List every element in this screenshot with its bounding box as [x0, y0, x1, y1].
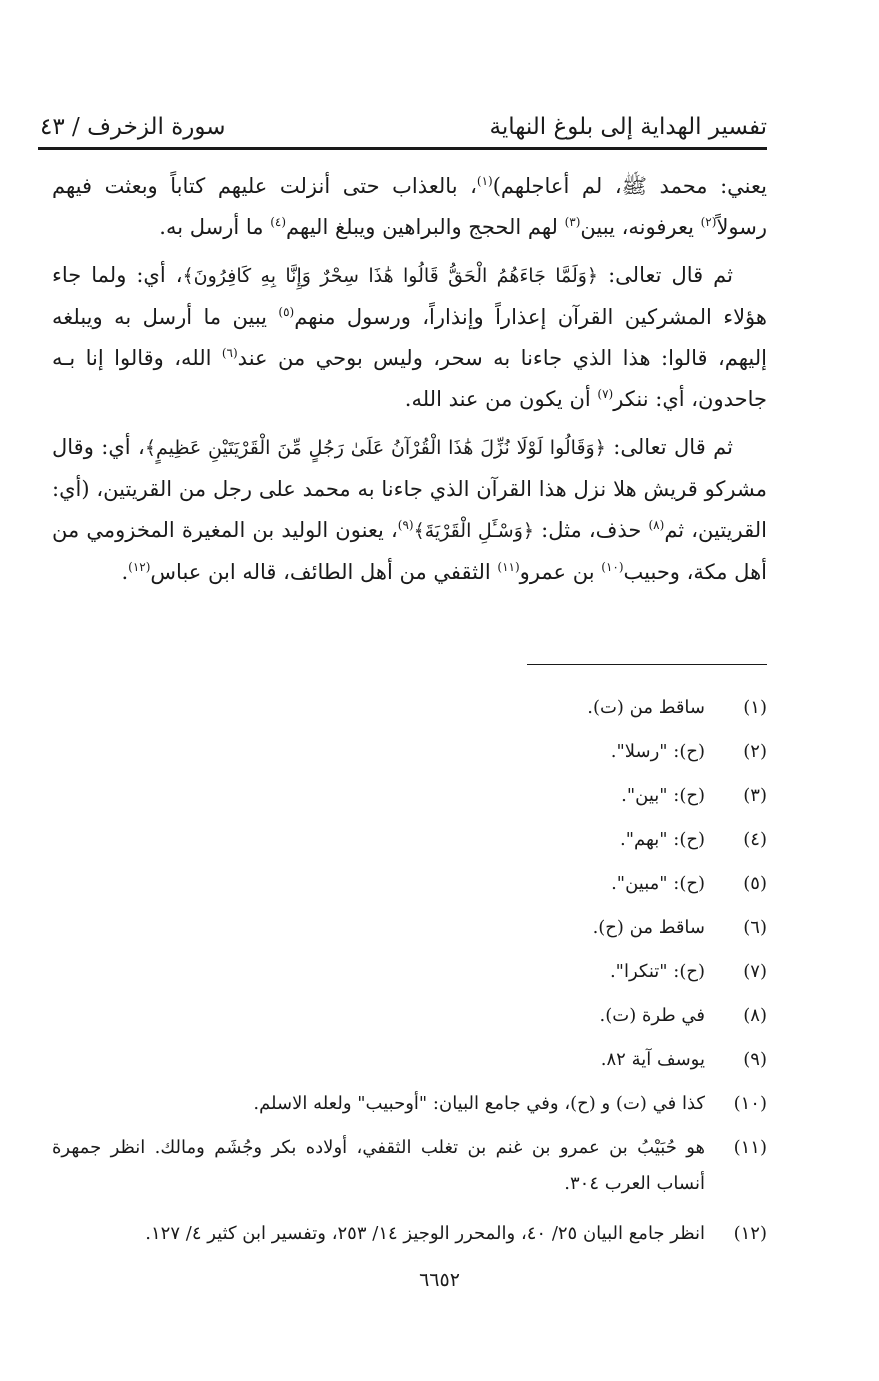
text-run: حذف، مثل:: [534, 518, 649, 542]
surah-page-label: سورة الزخرف / ٤٣: [40, 114, 226, 140]
footnote-number: (١٢): [733, 1223, 767, 1244]
text-run: ، أي: ولما جاء هؤلاء المشركين القرآن إعذاراً وإنذاراً، ورسول منهم: [52, 263, 767, 329]
footnote-ref: (٩): [397, 518, 414, 532]
text-run: .: [121, 560, 129, 584]
footnote-text: (ح): "بين".: [621, 785, 705, 806]
footnote-item: [52, 954, 767, 998]
text-run: الثقفي من أهل الطائف، قاله ابن عباس: [150, 560, 498, 584]
footnote-number: (٧): [743, 961, 767, 982]
footnote-number: (٩): [743, 1049, 767, 1070]
text-run: يعرفونه، يبين: [580, 215, 701, 239]
text-run: لهم الحجج والبراهين ويبلغ اليهم: [286, 215, 565, 239]
footnotes: [52, 690, 767, 1260]
footnote-text: انظر جامع البيان ٢٥/ ٤٠، والمحرر الوجيز ١٤/ ٢٥٣، وتفسير ابن كثير ٤/ ١٢٧.: [145, 1223, 705, 1244]
footnote-text: ساقط من (ت).: [587, 697, 705, 718]
text-run: ، يعنون الوليد بن المغيرة المخزومي من أهل مكة، وحبيب: [52, 518, 767, 584]
footnote-text: يوسف آية ٨٢.: [600, 1049, 705, 1070]
text-run: الله، وقالوا إنا بـه جاحدون، أي: ننكر: [52, 346, 767, 411]
footnote-ref: (١١): [497, 560, 520, 574]
footnote-item: [52, 734, 767, 778]
footnote-text: (ح): "تنكرا".: [609, 961, 705, 982]
main-text: [52, 166, 767, 600]
footnote-ref: (٣): [564, 215, 581, 229]
footnote-ref: (٤): [270, 215, 287, 229]
footnote-item: [52, 1216, 767, 1260]
text-run: ثم قال تعالى:: [598, 263, 733, 287]
footnote-text: (ح): "رسلا".: [610, 741, 705, 762]
text-run: ما أرسل به.: [159, 215, 271, 239]
footnote-number: (٣): [743, 785, 767, 806]
footnote-number: (١): [743, 697, 767, 718]
footnote-number: (٢): [743, 741, 767, 762]
paragraph-1: [52, 166, 767, 248]
paragraph-2: [52, 255, 767, 420]
footnote-number: (١٠): [733, 1093, 767, 1114]
footnote-item: [52, 1086, 767, 1130]
page-number: ٦٦٥٢: [419, 1269, 460, 1291]
text-run: يعني: محمد ﷺ، لم أعاجلهم): [492, 174, 767, 198]
footnote-item: [52, 998, 767, 1042]
text-run: بن عمرو: [519, 560, 602, 584]
running-header: [40, 104, 767, 140]
footnote-ref: (٦): [221, 346, 238, 360]
footnote-text: هو حُبَيْبُ بن عمرو بن غنم بن تغلب الثقفي، أولاده بكر وجُشَم ومالك. انظر جمهرة أنساب العرب ٣٠٤.: [52, 1137, 705, 1194]
footnote-number: (٨): [743, 1005, 767, 1026]
quran-verse: ﴿وَقَالُوا لَوْلَا نُزِّلَ هَٰذَا الْقُرْآنُ عَلَىٰ رَجُلٍ مِّنَ الْقَرْيَتَيْنِ عَظِيمٍ﴾: [144, 437, 606, 459]
footnote-ref: (١٢): [128, 560, 151, 574]
book-title: تفسير الهداية إلى بلوغ النهاية: [489, 114, 767, 140]
footnote-ref: (٥): [278, 305, 295, 319]
footnote-text: (ح): "بهم".: [619, 829, 705, 850]
footnote-item: [52, 822, 767, 866]
footnote-item: [52, 778, 767, 822]
header-rule: [38, 147, 767, 150]
footnote-number: (٥): [743, 873, 767, 894]
footnote-ref: (٢): [700, 215, 717, 229]
quran-verse: ﴿وَلَمَّا جَاءَهُمُ الْحَقُّ قَالُوا هَٰذَا سِحْرٌ وَإِنَّا بِهِ كَافِرُونَ﴾: [182, 265, 599, 287]
footnote-item: [52, 866, 767, 910]
footnote-separator: [527, 664, 767, 665]
footnote-ref: (١): [476, 174, 493, 188]
paragraph-3: [52, 427, 767, 593]
footnote-ref: (٧): [597, 387, 614, 401]
footnote-number: (٤): [743, 829, 767, 850]
footnote-text: ساقط من (ح).: [592, 917, 705, 938]
footnote-item: [52, 1130, 767, 1216]
footnote-ref: (٨): [648, 518, 665, 532]
footnote-item: [52, 690, 767, 734]
footnote-ref: (١٠): [601, 560, 624, 574]
footnote-number: (٦): [743, 917, 767, 938]
text-run: أن يكون من عند الله.: [404, 387, 598, 411]
footnote-text: في طرة (ت).: [599, 1005, 705, 1026]
footnote-number: (١١): [733, 1137, 767, 1158]
text-run: ، بالعذاب حتى أنزلت عليهم كتاباً وبعثت فيهم رسولاً: [52, 174, 767, 239]
text-run: ثم قال تعالى:: [605, 435, 733, 459]
text-run: يبين ما أرسل به ويبلغه إليهم، قالوا: هذا الذي جاءنا به سحر، وليس بوحي من عند: [52, 305, 768, 370]
text-run: ، أي: وقال مشركو قريش هلا نزل هذا القرآن الذي جاءنا به محمد على رجل من القريتين، (أي: القريتين، ثم: [52, 435, 767, 542]
footnote-text: كذا في (ت) و (ح)، وفي جامع البيان: "أوحبيب" ولعله الاسلم.: [253, 1093, 705, 1114]
footnote-text: (ح): "مبين".: [611, 873, 705, 894]
footnote-item: [52, 910, 767, 954]
footnote-item: [52, 1042, 767, 1086]
quran-verse: ﴿وَسْـَٔلِ الْقَرْيَةَ﴾: [413, 520, 535, 542]
